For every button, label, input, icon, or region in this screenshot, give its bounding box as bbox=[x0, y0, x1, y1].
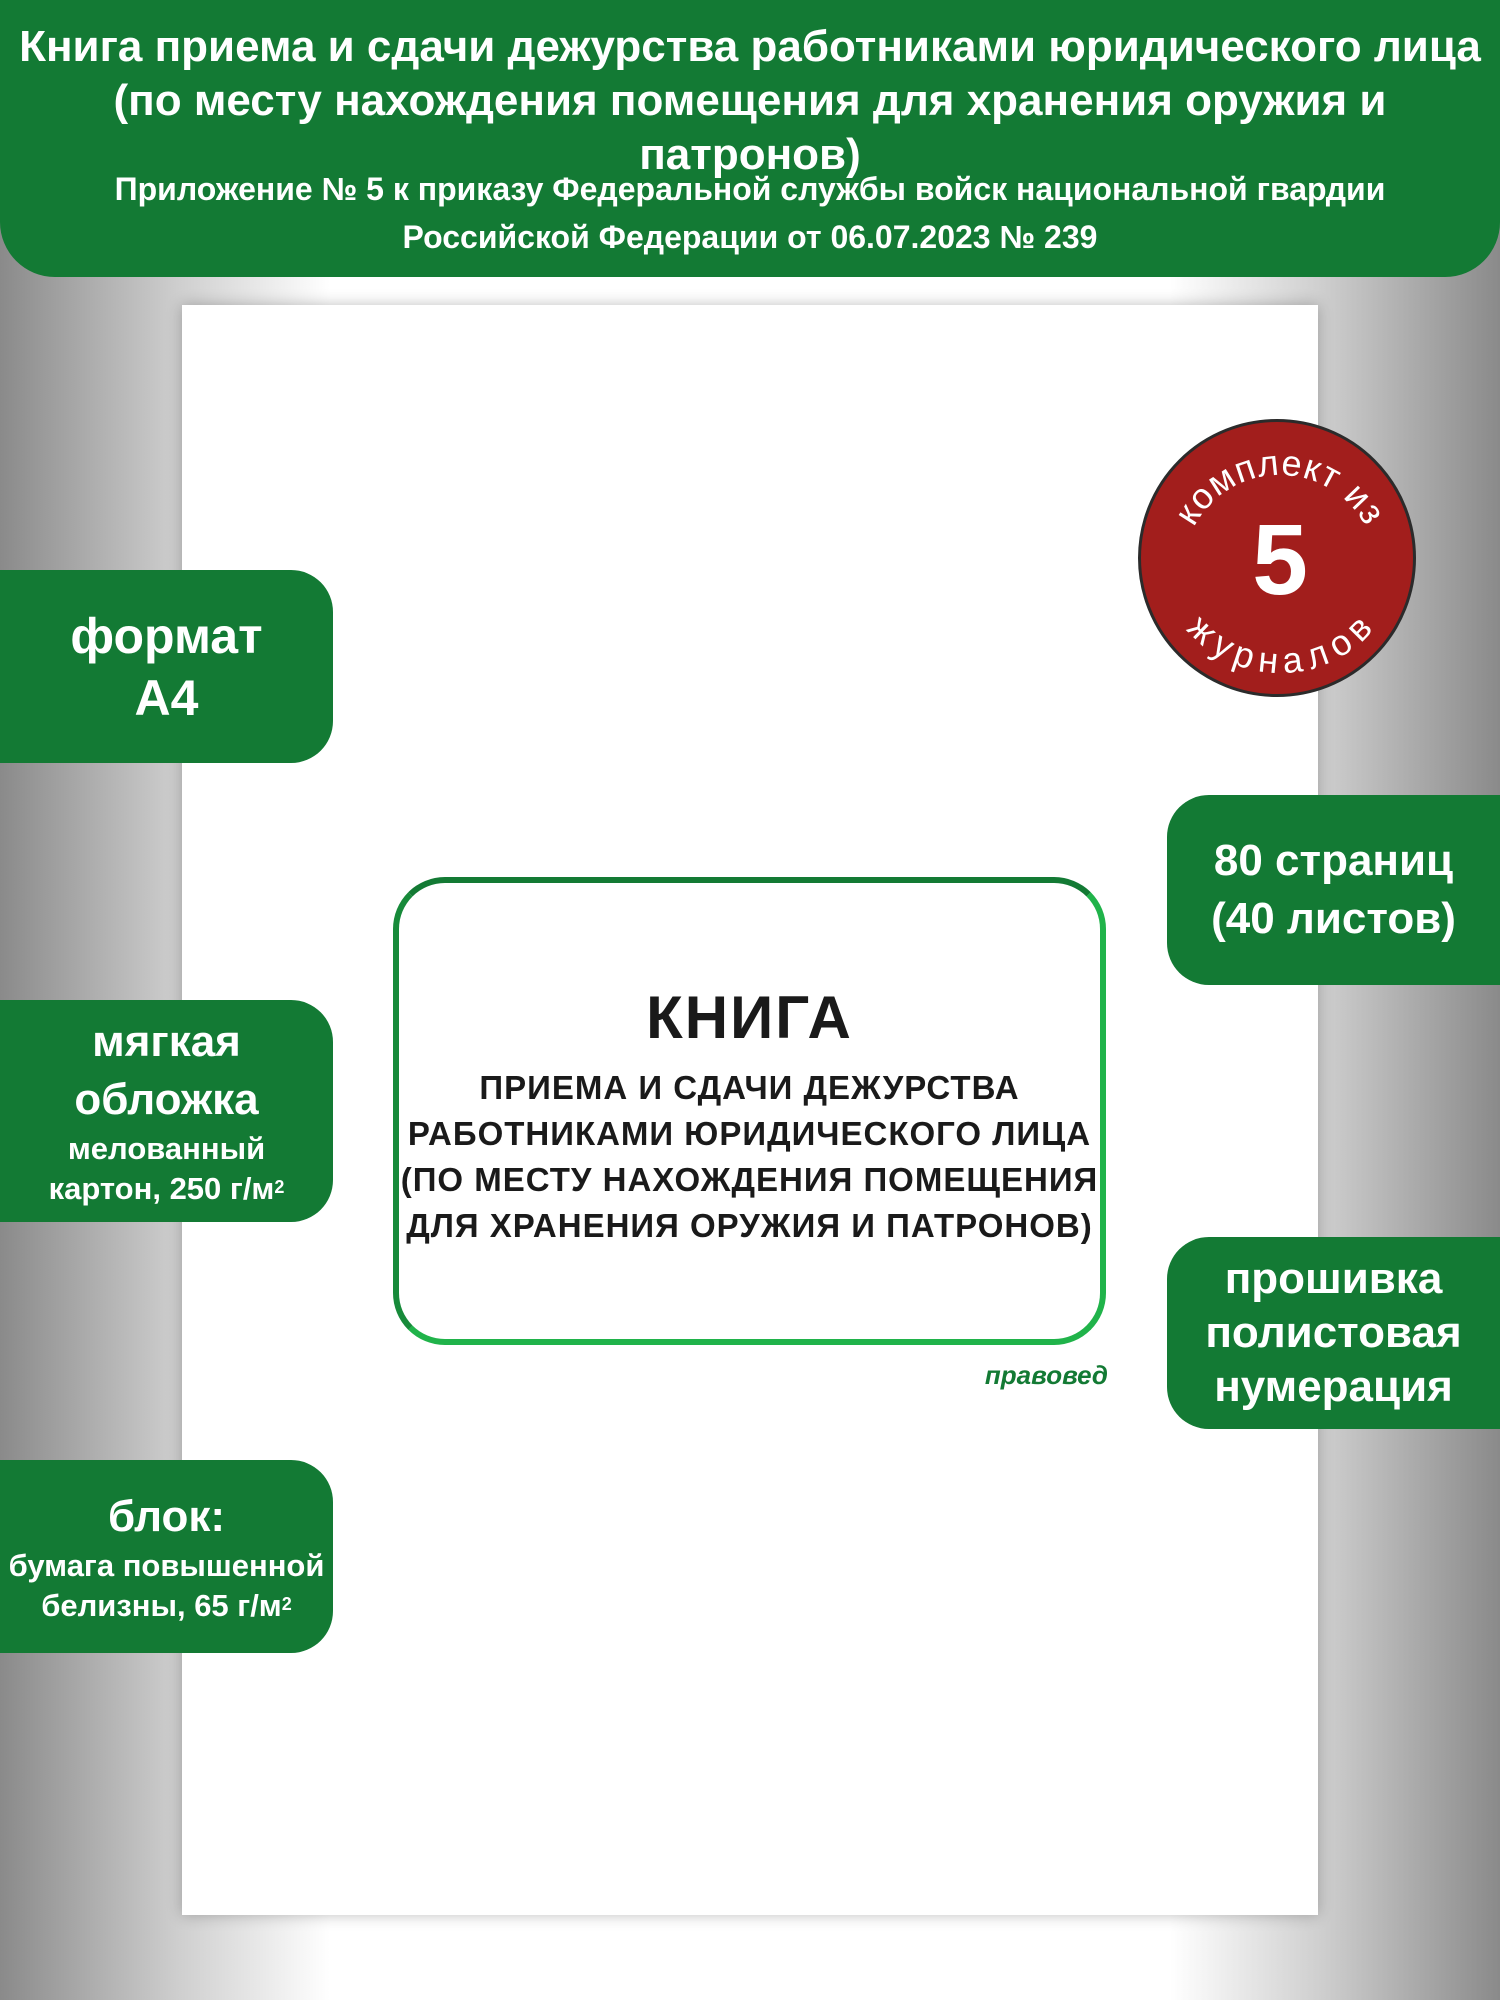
header-subtitle-line2: Российской Федерации от 06.07.2023 № 239 bbox=[402, 219, 1098, 255]
pages-tag-line2: (40 листов) bbox=[1211, 894, 1456, 943]
header-title-line2: (по месту нахождения помещения для хранения оружия и патронов) bbox=[113, 76, 1387, 179]
block-tag-line1: блок: bbox=[107, 1491, 225, 1541]
binding-tag-line2: полистовая bbox=[1205, 1308, 1462, 1357]
cover-subtitle-line3: (ПО МЕСТУ НАХОЖДЕНИЯ ПОМЕЩЕНИЯ bbox=[400, 1161, 1099, 1198]
cover-subtitle-line4: ДЛЯ ХРАНЕНИЯ ОРУЖИЯ И ПАТРОНОВ) bbox=[406, 1207, 1093, 1244]
set-badge-graphic bbox=[1141, 422, 1419, 700]
block-tag-sup: 2 bbox=[281, 1593, 292, 1614]
binding-tag bbox=[1167, 1237, 1500, 1429]
header-subtitle-line1: Приложение № 5 к приказу Федеральной службы войск национальной гвардии bbox=[114, 171, 1386, 207]
block-tag-line3-text: белизны, 65 г/м bbox=[41, 1587, 282, 1623]
cover-tag-line2: обложка bbox=[74, 1075, 259, 1124]
cover-subtitle bbox=[399, 1065, 1100, 1249]
header-title-line1: Книга приема и сдачи дежурства работниками юридического лица bbox=[19, 22, 1481, 71]
cover-tag-sup: 2 bbox=[274, 1177, 285, 1197]
header-title bbox=[0, 20, 1500, 182]
format-tag-line1: формат bbox=[70, 607, 263, 664]
badge-bottom-textpath: журналов bbox=[1180, 605, 1381, 682]
block-tag-line2: бумага повышенной bbox=[8, 1547, 325, 1583]
block-tag-line3 bbox=[41, 1586, 292, 1626]
badge-number: 5 bbox=[1252, 504, 1308, 616]
block-tag bbox=[0, 1460, 333, 1653]
format-tag-line2: А4 bbox=[134, 669, 199, 726]
cover-tag-line3: мелованный bbox=[67, 1131, 266, 1166]
header-subtitle bbox=[0, 165, 1500, 261]
cover-title: КНИГА bbox=[646, 984, 853, 1051]
pages-tag bbox=[1167, 795, 1500, 985]
cover-tag-line4 bbox=[49, 1169, 285, 1209]
cover-tag-line1: мягкая bbox=[92, 1017, 241, 1066]
header-banner bbox=[0, 0, 1500, 277]
publisher-brand: правовед bbox=[984, 1360, 1108, 1390]
cover-tag-line4-text: картон, 250 г/м bbox=[48, 1171, 275, 1206]
cover-title-frame bbox=[393, 877, 1106, 1345]
cover-subtitle-line1: ПРИЕМА И СДАЧИ ДЕЖУРСТВА bbox=[479, 1069, 1020, 1106]
badge-top-textpath: комплект из bbox=[1165, 441, 1395, 532]
binding-tag-line1: прошивка bbox=[1224, 1254, 1443, 1303]
badge-bottom-text bbox=[1180, 606, 1380, 681]
binding-tag-line3: нумерация bbox=[1214, 1362, 1453, 1411]
cover-subtitle-line2: РАБОТНИКАМИ ЮРИДИЧЕСКОГО ЛИЦА bbox=[407, 1115, 1092, 1152]
cover-tag bbox=[0, 1000, 333, 1222]
set-badge bbox=[1138, 419, 1416, 697]
pages-tag-line1: 80 страниц bbox=[1213, 836, 1454, 885]
format-tag bbox=[0, 570, 333, 763]
